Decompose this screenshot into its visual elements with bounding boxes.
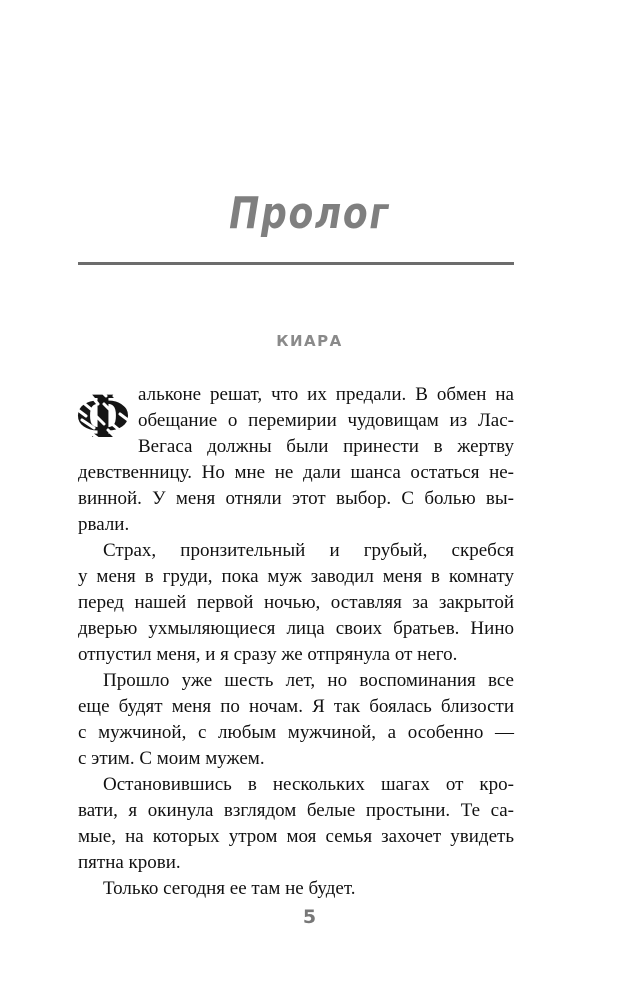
text-line: Страх, пронзительный и грубый, скребся [103,540,514,561]
decorative-dropcap [74,386,132,444]
text-line: с этим. С моим мужем. [78,748,265,769]
dropcap-letter: Ф [75,386,131,444]
text-line: Вегаса должны были принести в жертву [138,436,514,457]
text-line: дверью ухмыляющиеся лица своих братьев. Нино [78,618,514,639]
text-line: вати, я окинула взглядом белые простыни. Те са- [78,800,514,821]
text-line: Прошло уже шесть лет, но воспоминания все [103,670,514,691]
text-line: еще будят меня по ночам. Я так боялась близости [78,696,514,717]
text-line: перед нашей первой ночью, оставляя за закрытой [78,592,514,613]
text-line: отпустил меня, и я сразу же отпрянула от него. [78,644,458,665]
page-number: 5 [302,906,317,928]
text-line: пятна крови. [78,852,181,873]
text-line: обещание о перемирии чудовищам из Лас- [138,410,514,431]
text-line: альконе решат, что их предали. В обмен на [138,384,514,405]
text-line: Остановившись в нескольких шагах от кро- [103,774,514,795]
text-line: винной. У меня отняли этот выбор. С болью вы- [78,488,514,509]
text-line: Только сегодня ее там не будет. [103,878,356,899]
text-line: с мужчиной, с любым мужчиной, а особенно — [78,722,514,743]
text-line: рвали. [78,514,130,535]
title-divider [78,262,514,265]
chapter-title: Пролог [229,188,390,239]
text-line: мые, на которых утром моя семья захочет увидеть [78,826,514,847]
text-line: у меня в груди, пока муж заводил меня в комнату [78,566,514,587]
narrator-heading: КИАРА [276,332,343,350]
text-line: девственницу. Но мне не дали шанса остаться не- [78,462,514,483]
